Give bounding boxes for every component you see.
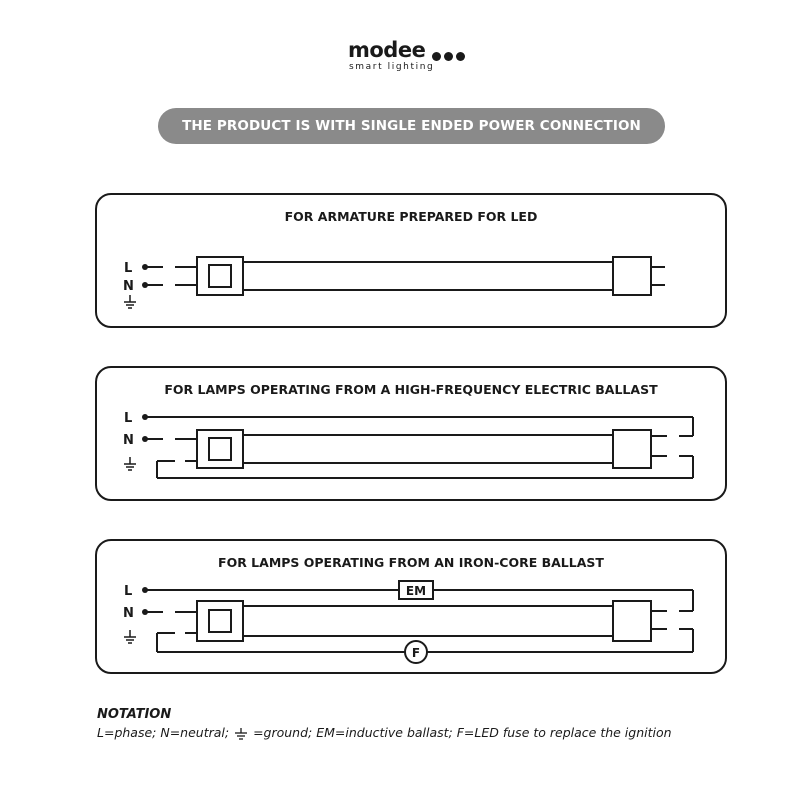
ground-icon bbox=[124, 295, 136, 308]
notation-section bbox=[97, 707, 737, 741]
fuse-label: F bbox=[411, 646, 421, 660]
wiring-diagram-led bbox=[97, 195, 725, 326]
panel-iron-core-ballast bbox=[95, 539, 727, 674]
wiring-diagram-electric-ballast bbox=[97, 368, 725, 499]
inductive-ballast bbox=[399, 581, 433, 599]
panel-electric-ballast bbox=[95, 366, 727, 501]
ballast-label: EM bbox=[405, 584, 427, 598]
terminal-n-label: N bbox=[123, 433, 134, 448]
panel-title: FOR LAMPS OPERATING FROM A HIGH-FREQUENCY ELECTRIC BALLAST bbox=[164, 382, 658, 397]
brand-tagline: smart lighting bbox=[349, 62, 435, 72]
panel-title: FOR ARMATURE PREPARED FOR LED bbox=[284, 209, 538, 224]
terminal-l-label: L bbox=[124, 261, 133, 276]
notation-text-part2: =ground; EM=inductive ballast; F=LED fuse to replace the ignition bbox=[253, 725, 672, 740]
connection-banner bbox=[158, 108, 665, 144]
notation-text-part1: L=phase; N=neutral; bbox=[97, 725, 230, 740]
brand-dots-icon bbox=[432, 46, 468, 65]
ground-icon bbox=[233, 727, 249, 741]
notation-title: NOTATION bbox=[97, 707, 172, 722]
panel-title: FOR LAMPS OPERATING FROM AN IRON-CORE BALLAST bbox=[218, 555, 604, 570]
terminal-l-label: L bbox=[124, 411, 133, 426]
ground-icon bbox=[124, 630, 136, 643]
banner-text: THE PRODUCT IS WITH SINGLE ENDED POWER CONNECTION bbox=[182, 118, 641, 134]
ground-icon bbox=[124, 457, 136, 470]
wiring-diagram-iron-core-ballast bbox=[97, 541, 725, 672]
led-fuse bbox=[405, 641, 427, 663]
terminal-n-label: N bbox=[123, 606, 134, 621]
terminal-l-label: L bbox=[124, 584, 133, 599]
notation-text bbox=[97, 725, 737, 741]
terminal-n-label: N bbox=[123, 279, 134, 294]
panel-led-armature bbox=[95, 193, 727, 328]
brand-name: modee bbox=[348, 38, 426, 62]
brand-logo bbox=[348, 38, 478, 74]
